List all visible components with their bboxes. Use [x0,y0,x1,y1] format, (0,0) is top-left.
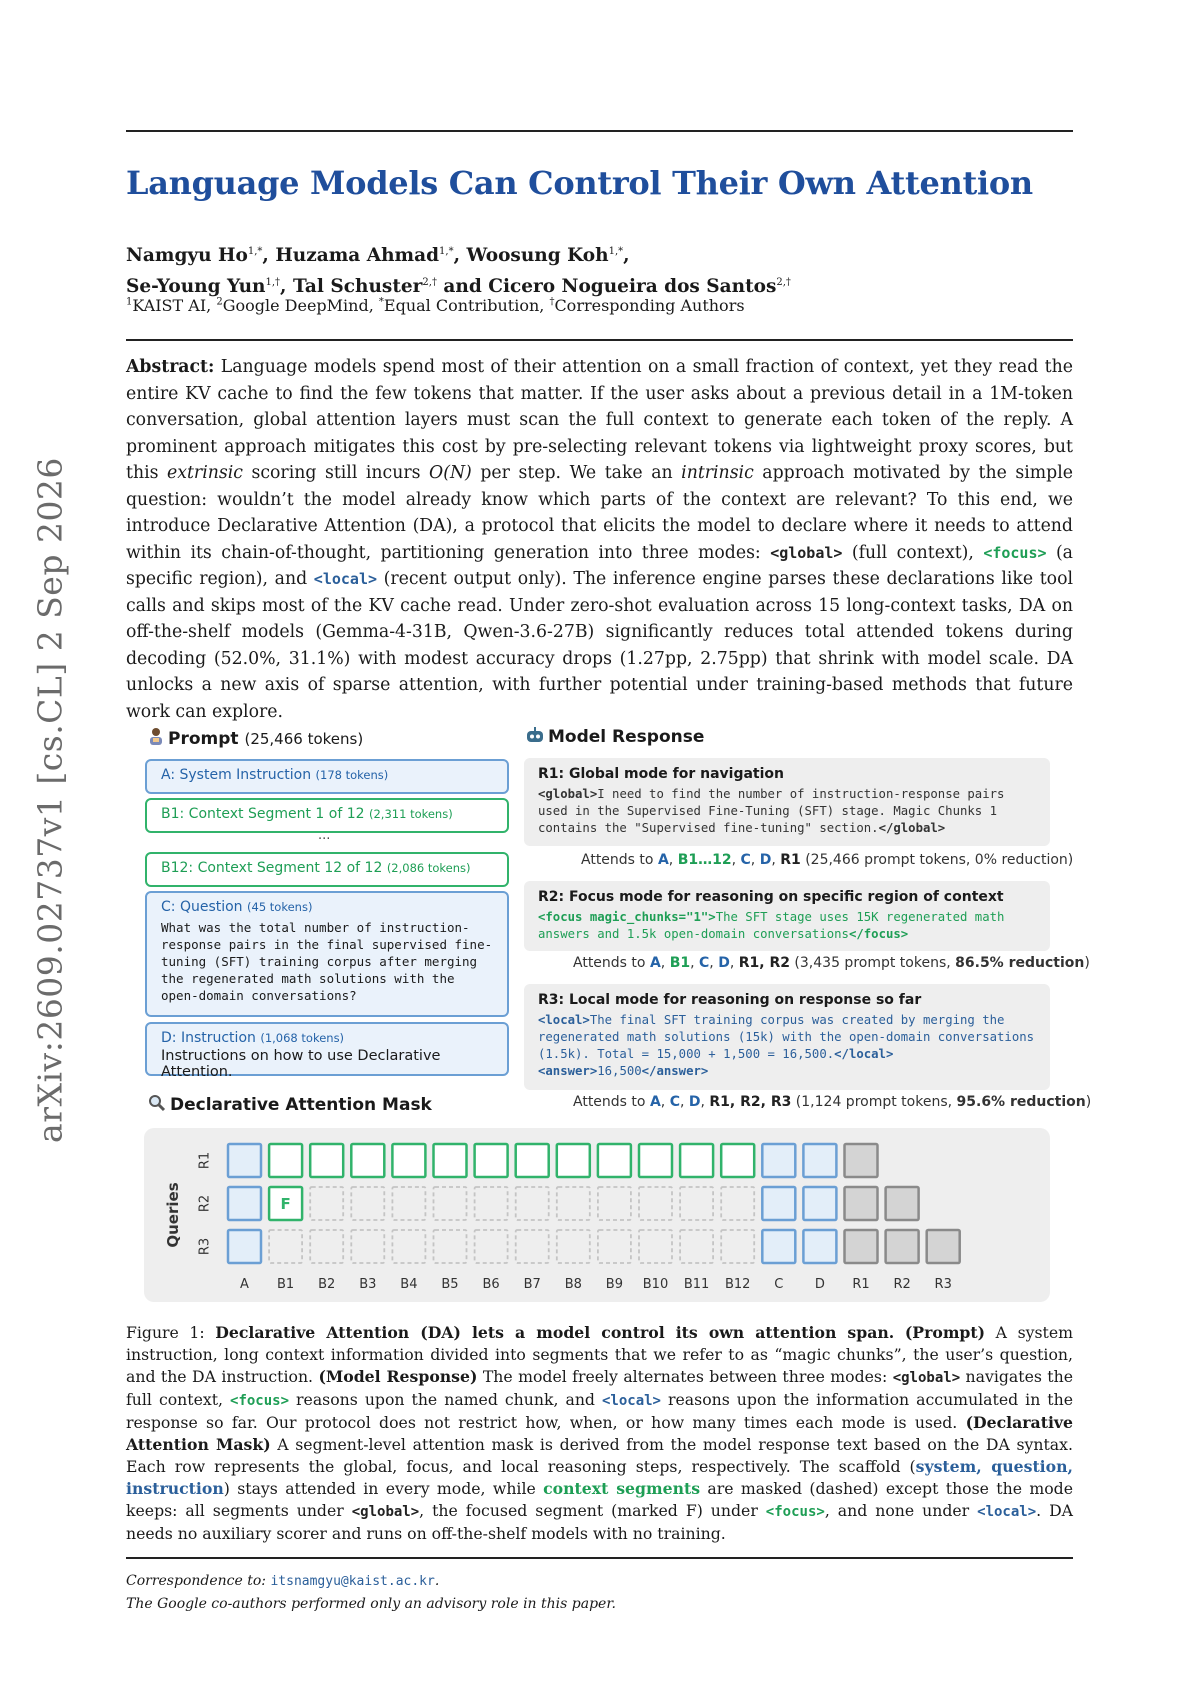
author-sup: 1,* [247,246,263,257]
prompt-box-question [145,891,509,1017]
mask-col-label: R2 [893,1277,911,1292]
response-text [538,909,1036,943]
attends-r: R1, R2 [738,955,790,971]
mask-col-label: R3 [934,1277,952,1292]
attends-b: B1 [669,955,691,971]
answer-value: 16,500 [597,1064,642,1078]
author-sup: 2,† [776,277,791,289]
question-text: What was the total number of instruction-response pairs in the final supervised fine-tuning (SFT) training corpus after merging the regenerated math solutions with the open-domain conversations? [161,920,493,1003]
abstract-text: per step. We take an [471,463,682,483]
box-token-count: (1,068 tokens) [260,1031,345,1045]
mask-col-label: B7 [523,1277,541,1292]
abstract-math: O(N) [429,463,472,483]
mask-col-label: B11 [683,1277,710,1292]
focus-marker: F [280,1195,291,1213]
abstract-text: (recent output only). The inference engine parses these declarations like tool calls and skips most of the KV cache read. Under zero-shot evaluation across 15 long-context tasks, DA on off-the-shelf models (Gemma-4-31B, Qwen-3.6-27B) significantly reduces total attended tokens during decoding (52.0%, 31.1%) with modest accuracy drops (1.27pp, 2.75pp) that shrink with model scale. DA unlocks a new axis of sparse attention, with further potential under training-based methods that future work can explore. [126,569,1074,722]
mask-cell-masked [434,1230,467,1263]
mask-cell-masked [269,1230,302,1263]
attends-c: C [699,955,710,971]
local-open-tag: <local> [538,1013,590,1027]
prompt-title: Prompt [168,729,239,749]
global-tag: <global> [351,1504,420,1520]
author-list [126,238,791,300]
response-body: The SFT stage uses 15K regenerated math answers and 1.5k open-domain conversations [538,910,1005,941]
answer-open-tag: <answer> [538,1064,598,1078]
prompt-box-system [145,759,509,794]
author-sup: 1,* [608,246,624,257]
caption-text: are masked (dashed) except those the mode keeps: all segments under [126,1479,1074,1520]
author-line-1: Namgyu $Ho^{1,*}$, Huzama Ahmad$^{1,*}$, Woosung Koh$^{1,*}$, [126,245,630,267]
footnote-rule [126,1557,1073,1559]
mask-cell-masked [351,1230,384,1263]
attends-c: C [669,1094,680,1110]
mask-cell-scaffold [803,1144,836,1177]
author-line-2: Se-Young Yun$^{1,\dagger}$, Tal Schuster$^{2,\dagger}$ and Cicero Nogueira dos Santos$^{2,\dagger}$ [126,276,791,298]
magnifier-icon [148,1094,166,1112]
caption-text: navigates the full context, [126,1367,1073,1409]
attends-a: A [649,1094,661,1110]
mask-cell-masked [639,1187,672,1220]
mask-cell-scaffold [228,1187,261,1220]
abstract-label: Abstract: [126,357,215,377]
mask-cell-context [351,1144,384,1177]
mask-row-label: R1 [197,1151,213,1170]
response-text [538,786,1036,837]
mask-cell-scaffold [228,1144,261,1177]
caption-bold: (Declarative Attention Mask) [126,1413,1073,1454]
aff-text: Equal Contribution, [383,296,550,315]
box-label [161,767,493,783]
aff-text: Corresponding Authors [554,296,745,315]
attends-stats: (3,435 prompt tokens, [789,955,956,971]
attends-r: R1 [780,852,801,868]
mask-cell-context [392,1144,425,1177]
attends-a: A [649,955,661,971]
aff-sup: 2 [216,296,223,308]
local-tag: <local> [601,1393,661,1409]
mask-cell-scaffold [762,1144,795,1177]
local-tag: <local> [313,570,378,588]
mask-cell-masked [351,1187,384,1220]
mask-cell-context [557,1144,590,1177]
response-label: R3: Local mode for reasoning on response so far [538,992,922,1008]
local-tag: <local> [977,1504,1037,1520]
abstract [126,354,1073,725]
abstract-text: approach motivated by the simple question: wouldn’t the model already know which parts of the context are relevant? To this end, we introduce Declarative Attention (DA), a protocol that elicits the model to declare where it needs to attend within its chain-of-thought, partitioning generation into three modes: [126,463,1073,563]
mask-cell-masked [598,1230,631,1263]
attends-reduction: 95.6% reduction [956,1094,1086,1110]
abstract-text: scoring still incurs [242,463,430,483]
caption-text: reasons upon the named chunk, and [289,1390,602,1409]
aff-text: KAIST AI, [132,296,217,315]
mask-col-label: B12 [724,1277,751,1292]
attends-r: R1, R2, R3 [709,1094,792,1110]
response-label: R1: Global mode for navigation [538,766,785,782]
attends-text: Attends to [573,955,650,971]
mask-title: Declarative Attention Mask [170,1095,432,1115]
author-sup: 1,* [439,246,454,257]
abstract-text: (a specific region), and [126,542,1073,589]
response-body: The final SFT training corpus was created by merging the regenerated math solutions (15k) with the open-domain conversations (1.5k). Total = 15,000 + 1,500 = 16,500. [538,1013,1035,1061]
mask-col-label: B9 [605,1277,624,1292]
attends-reduction: 86.5% reduction [955,955,1085,971]
prompt-box-segment-b12 [145,852,509,887]
mask-cell-scaffold [762,1230,795,1263]
box-label [161,899,493,915]
response-header [526,727,704,747]
attends-d: D [718,955,730,971]
response-box-r2 [524,881,1050,951]
box-label [161,806,493,822]
mask-cell-response [845,1144,878,1177]
attends-r2: Attends to A, B1, C, D, R1, R2 (3,435 prompt tokens, 86.5% reduction) [573,955,1090,971]
focus-tag: <focus> [983,543,1047,562]
mask-cell-context [310,1144,343,1177]
prompt-header [148,727,363,749]
mask-cell-masked [639,1230,672,1263]
caption-bold: Declarative Attention (DA) lets a model control its own attention span. [215,1323,895,1342]
attends-text: Attends to [573,1094,650,1110]
mask-cell-masked [721,1187,754,1220]
mask-col-label: B10 [642,1277,669,1292]
box-label-text: B1: Context Segment 1 of 12 [161,806,365,822]
attends-d: D [759,852,772,868]
mask-col-label: B3 [359,1277,377,1292]
caption-bold: (Model Response) [318,1367,478,1386]
aff-sup: † [549,296,555,308]
mask-col-label: R1 [852,1277,870,1292]
mask-row-label: R2 [197,1194,213,1213]
attends-r3: Attends to A, C, D, R1, R2, R3 (1,124 prompt tokens, 95.6% reduction) [573,1094,1092,1110]
mask-cell-masked [557,1230,590,1263]
footnote-text: Correspondence to: [126,1573,271,1589]
author-name: Huzama Ahmad [275,245,440,267]
caption-text: A system instruction, long context information divided into segments that we refer to as “magic chunks”, the user’s question, and the DA instruction. [126,1323,1073,1386]
focus-open-tag: <focus magic_chunks="1"> [538,910,716,924]
response-title: Model Response [548,727,705,747]
mask-cell-context [639,1144,672,1177]
box-label-text: C: Question [161,899,243,915]
mask-cell-masked [598,1187,631,1220]
answer-close-tag: </answer> [641,1064,709,1078]
box-token-count: (2,086 tokens) [386,861,471,875]
response-text [538,1012,1036,1080]
global-open-tag: <global> [538,787,598,801]
attends-text: Attends to [581,852,658,868]
focus-tag: <focus> [765,1504,825,1520]
caption-text: ) stays attended in every mode, while [223,1479,544,1498]
abstract-text: intrinsic [681,463,754,483]
user-icon [148,727,164,745]
caption-text: , and none under [824,1501,978,1520]
mask-cell-scaffold [762,1187,795,1220]
box-label-text: D: Instruction [161,1030,256,1046]
abstract-text: (full context), [842,542,984,563]
caption-text: The model freely alternates between three modes: [477,1367,893,1386]
mask-cell-masked [721,1230,754,1263]
mask-cell-response [886,1230,919,1263]
author-sup: 2,† [422,277,437,289]
attends-r1: Attends to A, B1…12, C, D, R1 (25,466 prompt tokens, 0% reduction) [581,852,1074,868]
mask-cell-context [269,1144,302,1177]
mask-col-label: B1 [276,1277,295,1292]
mask-col-label: B8 [564,1277,582,1292]
attends-c: C [740,852,751,868]
correspondence [126,1570,616,1593]
mask-cell-masked [475,1187,508,1220]
footnote [126,1570,616,1615]
local-close-tag: </local> [834,1047,894,1061]
mask-cell-masked [516,1230,549,1263]
mask-cell-masked [310,1187,343,1220]
mask-col-label: B4 [400,1277,418,1292]
figure-caption [126,1322,1073,1545]
mask-cell-context [516,1144,549,1177]
mask-header [148,1094,432,1115]
mask-col-label: B6 [482,1277,500,1292]
mask-cell-masked [516,1187,549,1220]
abstract-text: Language models spend most of their attention on a small fraction of context, yet they read the entire KV cache to find the few tokens that matter. If the user asks about a previous detail in a 1M-token conversation, global attention layers must scan the full context to generate each token of the reply. A prominent approach mitigates this cost by pre-selecting relevant tokens via lightweight proxy scores, but this [126,357,1073,483]
footnote-text: . [434,1573,440,1589]
box-label [161,1030,493,1046]
mask-cell-response [927,1230,960,1263]
abstract-rule [126,339,1073,341]
mask-col-label: B2 [318,1277,336,1292]
author-name: Tal Schuster [292,276,423,298]
focus-tag: <focus> [230,1393,290,1409]
mask-cell-context [475,1144,508,1177]
mask-cell-context [598,1144,631,1177]
advisory-note: The Google co-authors performed only an advisory role in this paper. [126,1596,616,1612]
prompt-box-segment-b1 [145,798,509,833]
global-tag: <global> [770,543,843,562]
response-body: I need to find the number of instruction-response pairs used in the Supervised Fine-Tuning (SFT) stage. Magic Chunks 1 contains the "Supervised fine-tuning" section. [538,787,1005,835]
mask-y-axis-label: Queries [164,1182,182,1248]
aff-sup: 1 [126,296,133,308]
prompt-token-count: (25,466 tokens) [244,730,364,748]
mask-cell-masked [392,1230,425,1263]
attends-a: A [657,852,669,868]
email-link[interactable]: itsnamgyu@kaist.ac.kr [270,1574,435,1589]
box-token-count: (178 tokens) [315,768,389,782]
segment-ellipsis: ··· [318,832,331,847]
response-box-r3 [524,984,1050,1090]
global-tag: <global> [892,1370,961,1386]
aff-sup: * [378,296,384,308]
mask-cell-masked [310,1230,343,1263]
attention-mask-panel [144,1128,1050,1302]
attends-stats: ) [1085,1094,1092,1110]
box-token-count: (2,311 tokens) [369,807,453,821]
mask-col-label: B5 [441,1277,459,1292]
author-name: Cicero Nogueira dos Santos [488,276,777,298]
mask-cell-masked [434,1187,467,1220]
caption-text: A segment-level attention mask is derived from the model response text based on the DA syntax. Each row represents the global, focus, and local reasoning steps, respectively. The scaffold ( [126,1435,1073,1476]
top-rule [126,130,1073,132]
response-box-r1 [524,758,1050,846]
caption-text: 1: [178,1323,216,1342]
robot-icon [526,727,544,743]
caption-text [894,1323,905,1342]
attends-d: D [688,1094,701,1110]
mask-cell-masked [557,1187,590,1220]
mask-cell-scaffold [803,1230,836,1263]
mask-cell-response [845,1187,878,1220]
mask-col-label: C [774,1277,784,1292]
attention-mask-grid [144,1128,1050,1302]
mask-cell-context [721,1144,754,1177]
aff-text: Google DeepMind, [222,296,379,315]
box-token-count: (45 tokens) [247,900,313,914]
mask-row-label: R3 [197,1237,213,1256]
response-label: R2: Focus mode for reasoning on specific region of context [538,889,1004,905]
mask-cell-response [845,1230,878,1263]
caption-bold: (Prompt) [904,1323,986,1342]
arxiv-identifier: arXiv:2609.02737v1 [cs.CL] 2 Sep 2026 [30,457,70,1143]
mask-cell-masked [475,1230,508,1263]
caption-text: Figure [126,1323,179,1342]
mask-cell-response [886,1187,919,1220]
caption-text: , the focused segment (marked F) under [419,1501,766,1520]
mask-cell-scaffold [228,1230,261,1263]
paper-title: Language Models Can Control Their Own Attention [126,164,1033,202]
focus-close-tag: </focus> [848,927,909,941]
affiliations [126,296,745,315]
attends-stats: (1,124 prompt tokens, [791,1094,957,1110]
mask-cell-scaffold [803,1187,836,1220]
caption-context: context segments [543,1479,701,1498]
box-label-text: A: System Instruction [161,767,312,783]
mask-col-label: A [240,1277,249,1292]
mask-cell-context [434,1144,467,1177]
mask-cell-context [680,1144,713,1177]
author-name: Se-Young Yun [126,276,266,298]
caption-text: reasons upon the information accumulated in the response so far. Our protocol does not restrict how, when, or how many times each mode is used. [126,1390,1073,1432]
global-close-tag: </global> [878,821,946,835]
instruction-text: Instructions on how to use Declarative Attention. [161,1048,441,1080]
caption-scaffold: system, question, instruction [126,1457,1073,1498]
attends-stats: ) [1084,955,1090,971]
author-name: Namgyu Ho [126,245,248,267]
author-name: Woosung Koh [466,245,609,267]
abstract-text: extrinsic [167,463,243,483]
mask-cell-masked [392,1187,425,1220]
mask-cell-masked [680,1187,713,1220]
author-sup: 1,† [265,277,281,289]
attends-b: B1…12 [677,852,732,868]
mask-col-label: D [814,1277,825,1292]
caption-text: . DA needs no auxiliary scorer and runs on off-the-shelf models with no training. [126,1501,1074,1543]
box-label-text: B12: Context Segment 12 of 12 [161,860,383,876]
box-label [161,860,493,876]
attends-stats: (25,466 prompt tokens, 0% reduction) [800,852,1074,868]
mask-cell-masked [680,1230,713,1263]
prompt-box-instruction [145,1022,509,1080]
